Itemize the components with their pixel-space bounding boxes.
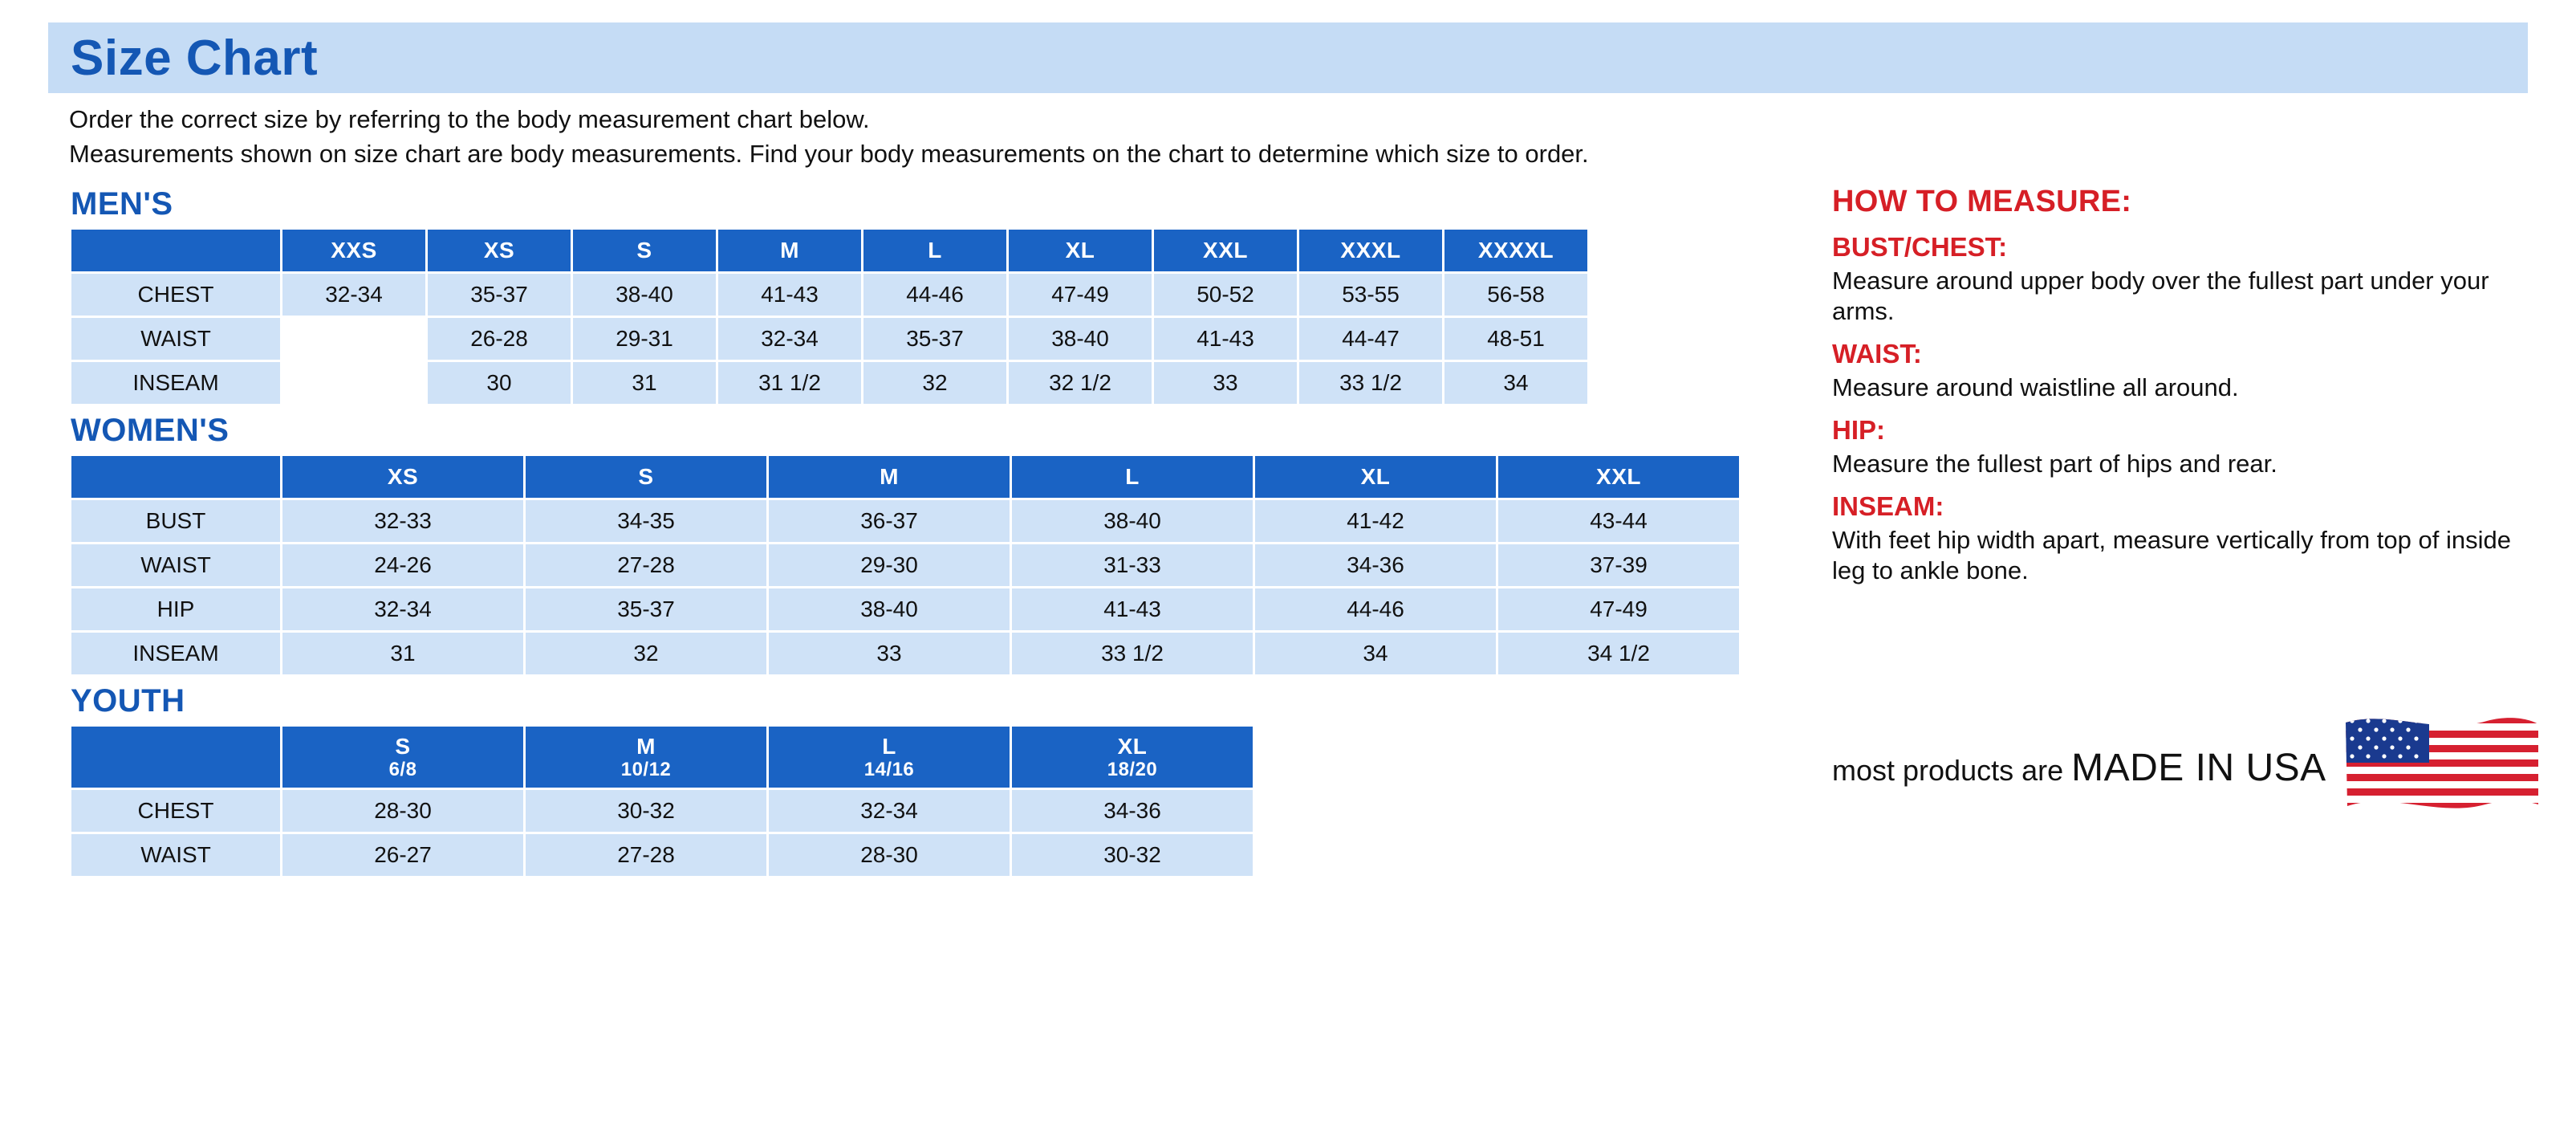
womens-col-6: XXL — [1498, 456, 1739, 498]
mens-r1-c3: 32-34 — [718, 318, 861, 360]
table-row — [71, 318, 1587, 360]
mens-r2-c7: 33 1/2 — [1299, 362, 1442, 404]
womens-r3-c0: 31 — [282, 633, 523, 674]
made-in-usa-emphasis: MADE IN USA — [2071, 747, 2326, 790]
mens-r2-c2: 31 — [573, 362, 716, 404]
mens-r2-c5: 32 1/2 — [1009, 362, 1152, 404]
youth-section-title: YOUTH — [71, 682, 185, 719]
mens-row-0-label: CHEST — [71, 274, 280, 316]
made-in-usa-block — [1832, 708, 2576, 829]
womens-r1-c4: 34-36 — [1255, 544, 1496, 586]
mens-header-row — [71, 230, 1587, 271]
mens-col-7: XXL — [1154, 230, 1297, 271]
mens-col-4: M — [718, 230, 861, 271]
table-row — [71, 588, 1739, 630]
womens-row-2-label: HIP — [71, 588, 280, 630]
youth-col-4-main: XL — [1117, 733, 1148, 759]
mens-col-0 — [71, 230, 280, 271]
mens-r0-c2: 38-40 — [573, 274, 716, 316]
youth-r0-c1: 30-32 — [526, 790, 766, 832]
youth-col-1 — [282, 727, 523, 788]
table-row — [71, 274, 1587, 316]
mens-r0-c6: 50-52 — [1154, 274, 1297, 316]
youth-r1-c2: 28-30 — [769, 834, 1010, 876]
womens-col-0 — [71, 456, 280, 498]
mens-r2-c3: 31 1/2 — [718, 362, 861, 404]
intro-text — [69, 103, 2528, 172]
measure-term-bust-chest: BUST/CHEST: — [1832, 231, 2008, 262]
youth-row-0-label: CHEST — [71, 790, 280, 832]
intro-line-2: Measurements shown on size chart are body measurements. Find your body measurements on the chart to determine which size to order. — [69, 139, 1589, 168]
table-row — [71, 834, 1253, 876]
measure-desc-inseam: With feet hip width apart, measure vertically from top of inside leg to ankle bone. — [1832, 525, 2511, 585]
mens-r1-c7: 44-47 — [1299, 318, 1442, 360]
measure-desc-hip: Measure the fullest part of hips and rear. — [1832, 449, 2277, 478]
youth-col-4-sub: 18/20 — [1107, 758, 1158, 780]
mens-r1-c4: 35-37 — [863, 318, 1006, 360]
mens-row-1-label: WAIST — [71, 318, 280, 360]
table-row — [71, 790, 1253, 832]
womens-r3-c4: 34 — [1255, 633, 1496, 674]
mens-r1-c6: 41-43 — [1154, 318, 1297, 360]
youth-col-3-sub: 14/16 — [863, 758, 915, 780]
womens-col-5: XL — [1255, 456, 1496, 498]
measure-item-hip — [1832, 415, 2528, 480]
youth-col-1-sub: 6/8 — [388, 758, 417, 780]
womens-r0-c1: 34-35 — [526, 500, 766, 542]
table-row — [71, 544, 1739, 586]
womens-r1-c0: 24-26 — [282, 544, 523, 586]
womens-r1-c2: 29-30 — [769, 544, 1010, 586]
measure-item-waist — [1832, 339, 2528, 404]
mens-r2-c1: 30 — [428, 362, 571, 404]
youth-r1-c0: 26-27 — [282, 834, 523, 876]
measure-desc-bust-chest: Measure around upper body over the fullest part under your arms. — [1832, 266, 2489, 326]
womens-r2-c3: 41-43 — [1012, 588, 1253, 630]
mens-section-title: MEN'S — [71, 185, 173, 222]
youth-col-2 — [526, 727, 766, 788]
womens-r0-c5: 43-44 — [1498, 500, 1739, 542]
measure-term-hip: HIP: — [1832, 414, 1885, 445]
mens-r0-c1: 35-37 — [428, 274, 571, 316]
mens-r1-c2: 29-31 — [573, 318, 716, 360]
womens-col-4: L — [1012, 456, 1253, 498]
how-to-measure-column — [1802, 180, 2528, 878]
mens-r0-c7: 53-55 — [1299, 274, 1442, 316]
mens-size-table — [69, 227, 1590, 406]
youth-r0-c3: 34-36 — [1012, 790, 1253, 832]
intro-line-1: Order the correct size by referring to the body measurement chart below. — [69, 105, 870, 133]
youth-col-1-main: S — [395, 733, 411, 759]
womens-r0-c0: 32-33 — [282, 500, 523, 542]
mens-r2-c6: 33 — [1154, 362, 1297, 404]
mens-col-6: XL — [1009, 230, 1152, 271]
page-banner — [48, 22, 2528, 93]
youth-row-1-label: WAIST — [71, 834, 280, 876]
mens-col-2: XS — [428, 230, 571, 271]
table-row — [71, 362, 1587, 404]
womens-r0-c4: 41-42 — [1255, 500, 1496, 542]
youth-r1-c3: 30-32 — [1012, 834, 1253, 876]
table-row — [71, 633, 1739, 674]
measure-term-waist: WAIST: — [1832, 339, 1922, 369]
measure-item-inseam — [1832, 491, 2528, 588]
mens-r1-c0 — [282, 318, 425, 360]
youth-col-2-main: M — [636, 733, 656, 759]
youth-r0-c2: 32-34 — [769, 790, 1010, 832]
womens-r1-c3: 31-33 — [1012, 544, 1253, 586]
how-to-measure-title: HOW TO MEASURE: — [1832, 184, 2132, 218]
usa-flag-icon — [2341, 708, 2541, 829]
table-row — [71, 500, 1739, 542]
womens-r3-c5: 34 1/2 — [1498, 633, 1739, 674]
youth-header-row — [71, 727, 1253, 788]
mens-r0-c4: 44-46 — [863, 274, 1006, 316]
womens-header-row — [71, 456, 1739, 498]
mens-col-8: XXXL — [1299, 230, 1442, 271]
mens-r1-c5: 38-40 — [1009, 318, 1152, 360]
womens-size-table — [69, 454, 1741, 677]
measure-term-inseam: INSEAM: — [1832, 491, 1944, 521]
charts-column — [48, 180, 1802, 878]
made-in-usa-prefix: most products are — [1832, 754, 2072, 788]
mens-col-1: XXS — [282, 230, 425, 271]
womens-r2-c5: 47-49 — [1498, 588, 1739, 630]
womens-r1-c1: 27-28 — [526, 544, 766, 586]
content-area — [48, 180, 2528, 878]
measure-desc-waist: Measure around waistline all around. — [1832, 373, 2239, 402]
mens-col-3: S — [573, 230, 716, 271]
womens-r0-c3: 38-40 — [1012, 500, 1253, 542]
womens-r1-c5: 37-39 — [1498, 544, 1739, 586]
mens-r0-c3: 41-43 — [718, 274, 861, 316]
womens-r3-c3: 33 1/2 — [1012, 633, 1253, 674]
measure-item-bust-chest — [1832, 232, 2528, 328]
womens-row-1-label: WAIST — [71, 544, 280, 586]
womens-row-0-label: BUST — [71, 500, 280, 542]
mens-r1-c8: 48-51 — [1444, 318, 1587, 360]
mens-row-2-label: INSEAM — [71, 362, 280, 404]
womens-r0-c2: 36-37 — [769, 500, 1010, 542]
youth-col-2-sub: 10/12 — [620, 758, 672, 780]
mens-col-5: L — [863, 230, 1006, 271]
womens-r2-c0: 32-34 — [282, 588, 523, 630]
mens-r2-c8: 34 — [1444, 362, 1587, 404]
womens-col-2: S — [526, 456, 766, 498]
youth-col-4 — [1012, 727, 1253, 788]
youth-col-0 — [71, 727, 280, 788]
youth-r1-c1: 27-28 — [526, 834, 766, 876]
youth-col-3 — [769, 727, 1010, 788]
mens-r0-c8: 56-58 — [1444, 274, 1587, 316]
mens-r0-c0: 32-34 — [282, 274, 425, 316]
womens-row-3-label: INSEAM — [71, 633, 280, 674]
womens-r3-c1: 32 — [526, 633, 766, 674]
womens-r2-c1: 35-37 — [526, 588, 766, 630]
womens-r3-c2: 33 — [769, 633, 1010, 674]
page-title: Size Chart — [71, 30, 319, 86]
womens-section-title: WOMEN'S — [71, 412, 230, 448]
mens-r2-c0 — [282, 362, 425, 404]
womens-r2-c2: 38-40 — [769, 588, 1010, 630]
mens-r1-c1: 26-28 — [428, 318, 571, 360]
youth-r0-c0: 28-30 — [282, 790, 523, 832]
womens-col-1: XS — [282, 456, 523, 498]
youth-col-3-main: L — [882, 733, 896, 759]
made-in-usa-text — [1832, 746, 2326, 790]
mens-r2-c4: 32 — [863, 362, 1006, 404]
womens-r2-c4: 44-46 — [1255, 588, 1496, 630]
womens-col-3: M — [769, 456, 1010, 498]
mens-r0-c5: 47-49 — [1009, 274, 1152, 316]
mens-col-9: XXXXL — [1444, 230, 1587, 271]
youth-size-table — [69, 724, 1255, 878]
